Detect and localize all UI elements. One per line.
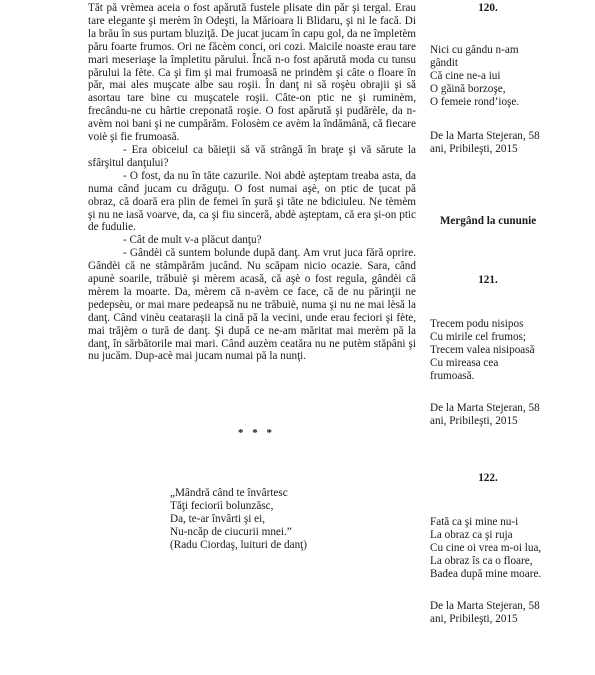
quote-line: Tăţi fecioriì bolunzăsc, bbox=[170, 500, 274, 512]
song-number: 122. bbox=[478, 472, 498, 484]
source-line: ani, Pribileşti, 2015 bbox=[430, 143, 518, 155]
source-line: De la Marta Stejeran, 58 bbox=[430, 402, 540, 414]
lyric-line: La obraz îs ca o floare, bbox=[430, 555, 533, 567]
answer-paragraph: - Gândèi că suntem bolunde după danţ. Am vrut juca fără oprire. Gândèi că ne stâmpărăm jucând. Nu scăpam nicio ocazie. Sara, când apunè soarile, trăbuiè şi mèrem acasă, că aşè o fost regula, gândèi că mèrem la moarte. Da, mèrem că n-avèm ce face, că de nu părinţii ne pedepsèu, or mai mare pedeapsă nu ne trăbuiè, numa şi nu ne mai lèsă la danţ. Când vinèu ceataraşii la cină pă la vecini, unde erau feciori şi fète, mai trăjèm o tură de danţ. Şi după ce ne-am măritat mai merèm pă la danţ, în sărbătorile mai mari. Când auzèm ceatăra nu ne putèm stăpâni şi nu jucăm. Dup-acè mai jucam numai pă la nunţi. bbox=[88, 247, 416, 363]
lyric-line: Fată ca şi mine nu-i bbox=[430, 516, 519, 528]
narrative-paragraph: Tăt pă vrèmea aceia o fost apărută fustele plisate din păr şi tergal. Erau tare elegante şi merèm în Odeşti, la Mărioara li Blidaru, şi ni le facă. Di la brău în sus purtam bluziţă. De jucat jucam în capu gol, da ne împletèm păru foarte frumos. Ori ne făcèm conci, ori cozi. Maicile noaste erau tare mari meseriaşe la împletitu părului. Încă n-o fost apărută moda cu tunsu părului la fète. Ca şi fim şi mai frumoasă ne prindèm şi câte o floare în păr, mai ales muşcate albe sau roşii. În danţ ni să roşèu obrajii şi să asortau tare bine cu muşcatele roşii. Câte-on ptic ne şi ruminèm, frecându-ne cu hârtie creponată roşie. O fost apărută şi pudărèle, da n-avèm noi bani şi ne cumpărăm. Folosèm ce avèm la îndămână, că fiecare voiè şi fie frumoasă. bbox=[88, 2, 416, 144]
song-source bbox=[430, 130, 555, 156]
quote-line: Nu-ncăp de ciucurii mnei.” bbox=[170, 526, 292, 538]
lyric-line: Badea după mine moare. bbox=[430, 568, 542, 580]
lyric-line: Cu cine oi vrea m-oi lua, bbox=[430, 542, 542, 554]
source-line: De la Marta Stejeran, 58 bbox=[430, 130, 540, 142]
question-line: - Cât de mult v-a plăcut danţu? bbox=[123, 234, 262, 247]
source-line: De la Marta Stejeran, 58 bbox=[430, 600, 540, 612]
quote-line: Da, te-ar învârti şi ei, bbox=[170, 513, 266, 525]
question-line: - Era obiceiul ca băieţii să vă strângă în braţe şi vă sărute la sfârşitul danţului? bbox=[88, 143, 416, 169]
lyric-line: O femeie rond’ioşe. bbox=[430, 96, 520, 108]
song-lyrics bbox=[430, 44, 555, 109]
lyric-line: Că cine ne-a iui bbox=[430, 70, 501, 82]
song-source bbox=[430, 402, 555, 428]
lyric-line: La obraz ca şi ruja bbox=[430, 529, 513, 541]
source-line: ani, Pribileşti, 2015 bbox=[430, 415, 518, 427]
song-lyrics bbox=[430, 516, 555, 581]
lyric-line: O găină borzoşe, bbox=[430, 83, 506, 95]
quote-line: „Mândră când te învârtesc bbox=[170, 487, 288, 499]
song-number: 121. bbox=[478, 274, 498, 286]
source-line: ani, Pribileşti, 2015 bbox=[430, 613, 518, 625]
lyric-line: Trecem valea nisipoasă bbox=[430, 344, 535, 356]
lyric-line: Nici cu gându n-am bbox=[430, 44, 519, 56]
song-lyrics bbox=[430, 318, 555, 383]
verse-quote bbox=[170, 487, 307, 552]
lyric-line: gândit bbox=[430, 57, 458, 69]
answer-paragraph: - O fost, da nu în tăte cazurile. Noi abdè aşteptam treaba asta, da numa când jucam cu drăguţu. O fost numai aşè, on ptic de ţucat pă obraz, că doară era plin de femei în şură şi tăte ne bdiciuleu. Ne tèmèm şi nu ne iasă voarve, da, ca şi fiu sinceră, abdè aşteptam, că era şi-on ptic de fudulie. bbox=[88, 169, 416, 234]
lyric-line: frumoasă. bbox=[430, 370, 475, 382]
song-source bbox=[430, 600, 555, 626]
lyric-line: Trecem podu nisipos bbox=[430, 318, 524, 330]
section-separator: * * * bbox=[238, 427, 275, 439]
quote-attribution: (Radu Ciordaş, luituri de danţ) bbox=[170, 539, 308, 551]
song-number: 120. bbox=[478, 2, 498, 14]
section-heading: Mergând la cununie bbox=[439, 215, 537, 227]
lyric-line: Cu mireasa cea bbox=[430, 357, 499, 369]
narrative-column bbox=[88, 2, 416, 363]
lyric-line: Cu mirile cel frumos; bbox=[430, 331, 527, 343]
